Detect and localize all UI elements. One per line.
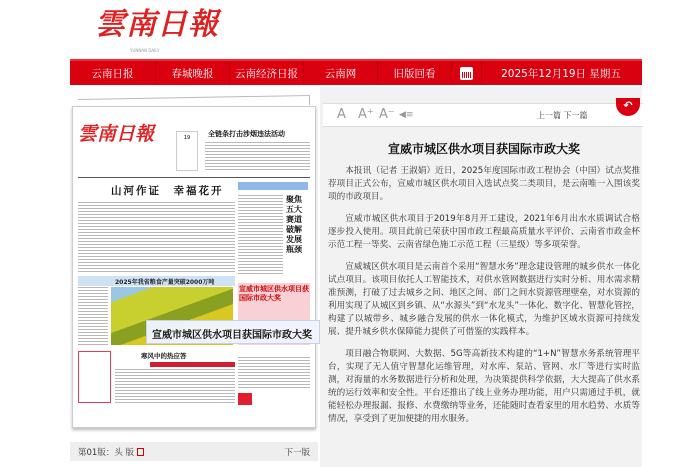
nav-yunnan-economic-daily[interactable]: 云南经济日报 <box>230 61 304 85</box>
nav-chuncheng-evening[interactable]: 春城晚报 <box>156 61 230 85</box>
paper-headline-bottom[interactable]: 寒风中的热应答 <box>141 352 187 360</box>
article-paragraph: 项目融合物联网、大数据、5G等高新技术构建的“1+N”智慧水务系统管理平台，实现了无人值守智慧化运维管理，对水库、泵站、管网、水厂等进行实时监测，对海量的水务数据进行分析和处理，为决策提供科学依据，大大提高了供水系统的运行效率和安全性。平台还推出了线上业务办理功能，用户只需通过手机，就能轻松办理报漏、报修、水费缴纳等业务，还能随时查看家里的用水趋势、水质等情况，享受到了更加便捷的用水服务。 <box>328 349 640 424</box>
divider <box>78 177 310 178</box>
main-nav <box>70 59 642 85</box>
text-block <box>238 195 283 275</box>
article-toolbar <box>323 103 643 127</box>
next-page-link[interactable]: 下一版 <box>284 448 310 458</box>
pdf-icon[interactable] <box>137 448 144 456</box>
font-normal-button[interactable]: A <box>337 107 346 122</box>
text-block <box>205 142 310 170</box>
logo-text: 雲南日報 <box>95 7 219 42</box>
text-block <box>238 357 310 389</box>
article-title: 宣威市城区供水项目获国际市政大奖 <box>387 142 580 156</box>
article-paragraph: 宣威市城区供水项目于2019年8月开工建设，2021年6月出水水质调试合格逐步投入使用。项目此前已荣获中国市政工程最高质量水平评价、云南省市政金杯示范工程一等奖、云南省绿色施工示范工程（三星级）等多项荣誉。 <box>328 214 640 250</box>
section-banner <box>238 182 308 190</box>
ad-box <box>238 393 252 405</box>
newspaper-page-image[interactable] <box>72 106 316 428</box>
paper-logo: 雲南日報 <box>78 123 155 145</box>
paper-headline-main[interactable]: 山河作证 幸福花开 <box>111 185 224 197</box>
nav-old-version[interactable]: 旧版回看 <box>378 61 452 85</box>
article-hover-tooltip: 宣威市城区供水项目获国际市政大奖 <box>146 320 320 344</box>
text-block <box>78 287 108 345</box>
paper-headline-photo[interactable]: 2025年我省粮食产量突破2000万吨 <box>115 279 215 286</box>
sidebar-box <box>78 351 111 403</box>
page-footer <box>70 442 318 461</box>
nav-yunnan-net[interactable]: 云南网 <box>304 61 378 85</box>
red-banner <box>150 362 235 367</box>
font-smaller-button[interactable]: A⁻ <box>379 107 395 122</box>
nav-yunnan-daily[interactable]: 云南日报 <box>70 61 156 85</box>
logo-subtitle: YUNNAN DAILY <box>130 48 160 53</box>
page-label-text: 第01版：头 版 <box>78 448 135 458</box>
font-larger-button[interactable]: A⁺ <box>358 107 374 122</box>
paper-headline-highlight[interactable]: 宣威市城区供水项目获国际市政大奖 <box>239 285 309 302</box>
article-paragraph: 本报讯（记者 王淑娟）近日，2025年度国际市政工程协会（中国）试点奖推荐项目正式公布，宣威市城区供水项目入选试点奖二类项目，是云南唯一入围该奖项的市政项目。 <box>328 166 640 202</box>
article-content <box>328 130 640 460</box>
current-page-label[interactable] <box>78 446 144 458</box>
article-paragraph: 宣威城区供水项目是云南首个采用“智慧水务”理念建设管理的城乡供水一体化试点项目。该项目依托人工智能技术，对供水管网数据进行实时分析、用水需求精准预测，打破了过去城乡之间、地区之间、部门之间水资源管理壁垒，对水资源的利用实现了从城区到乡镇、从“水源头”到“水龙头”一体化、数字化、智慧化管控，构建了以城带乡、城乡融合发展的供水一体化模式，为维护区域水资源可持续发展、提升城乡供水保障能力提供了可借鉴的实践样本。 <box>328 262 640 337</box>
paper-issue-box <box>176 131 198 171</box>
current-date: 2025年12月19日 星期五 <box>501 67 621 80</box>
calendar-icon <box>460 67 473 80</box>
paper-headline-side[interactable]: 聚焦五大赛道 破解发展瓶颈 <box>286 195 302 254</box>
speaker-icon[interactable]: ◀≡ <box>399 110 414 120</box>
yunnan-daily-logo[interactable] <box>95 6 245 56</box>
paper-headline-top[interactable]: 全链条打击涉烟违法活动 <box>208 130 285 138</box>
text-block <box>78 202 235 272</box>
text-block <box>115 369 235 405</box>
back-arrow-icon[interactable]: ↶ <box>616 98 640 116</box>
issue-number: 19 <box>183 135 191 141</box>
prev-next-article[interactable]: 上一篇 下一篇 <box>537 111 588 120</box>
calendar-button[interactable] <box>452 61 482 85</box>
